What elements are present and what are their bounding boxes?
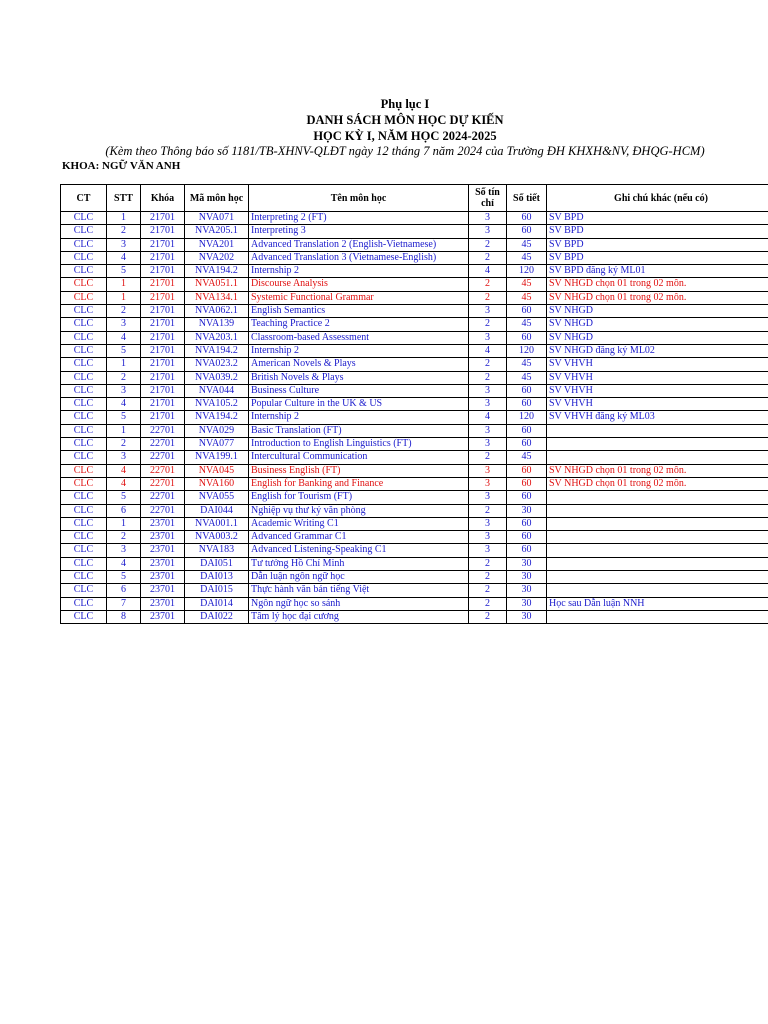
cell-khoa: 22701 (141, 491, 185, 504)
cell-stt: 5 (107, 491, 141, 504)
table-row (61, 251, 768, 264)
cell-khoa: 21701 (141, 265, 185, 278)
cell-ma: NVA194.2 (185, 344, 249, 357)
cell-tc: 3 (469, 531, 507, 544)
cell-ghichu: SV NHGD chọn 01 trong 02 môn. (547, 291, 768, 304)
cell-tc: 3 (469, 424, 507, 437)
cell-tc: 3 (469, 225, 507, 238)
cell-stt: 3 (107, 318, 141, 331)
cell-ten: Interpreting 2 (FT) (249, 212, 469, 225)
cell-tiet: 60 (507, 531, 547, 544)
table-row (61, 238, 768, 251)
cell-tiet: 45 (507, 291, 547, 304)
cell-ct: CLC (61, 504, 107, 517)
cell-ma: DAI044 (185, 504, 249, 517)
cell-khoa: 21701 (141, 305, 185, 318)
cell-tiet: 60 (507, 212, 547, 225)
cell-ten: Tâm lý học đại cương (249, 610, 469, 623)
cell-ghichu: SV NHGD chọn 01 trong 02 môn. (547, 464, 768, 477)
cell-ten: Tư tưởng Hồ Chí Minh (249, 557, 469, 570)
cell-ct: CLC (61, 344, 107, 357)
cell-ma: NVA044 (185, 384, 249, 397)
cell-ct: CLC (61, 305, 107, 318)
cell-ten: British Novels & Plays (249, 371, 469, 384)
table-row (61, 305, 768, 318)
cell-ct: CLC (61, 517, 107, 530)
cell-tc: 3 (469, 331, 507, 344)
cell-ct: CLC (61, 278, 107, 291)
table-row (61, 491, 768, 504)
cell-ct: CLC (61, 371, 107, 384)
cell-khoa: 21701 (141, 371, 185, 384)
cell-ghichu (547, 610, 768, 623)
table-row (61, 384, 768, 397)
table-row (61, 584, 768, 597)
cell-stt: 8 (107, 610, 141, 623)
cell-ghichu: SV NHGD (547, 305, 768, 318)
cell-khoa: 23701 (141, 571, 185, 584)
reference-note: (Kèm theo Thông báo số 1181/TB-XHNV-QLĐT ngày 12 tháng 7 năm 2024 của Trường ĐH KHXH&NV, ĐHQG-HCM) (105, 144, 705, 158)
cell-tiet: 45 (507, 371, 547, 384)
cell-tc: 2 (469, 504, 507, 517)
cell-ghichu (547, 504, 768, 517)
cell-ma: NVA062.1 (185, 305, 249, 318)
cell-ghichu (547, 517, 768, 530)
cell-tiet: 45 (507, 278, 547, 291)
cell-ghichu: SV NHGD chọn 01 trong 02 môn. (547, 278, 768, 291)
cell-khoa: 22701 (141, 504, 185, 517)
cell-ma: DAI051 (185, 557, 249, 570)
table-row (61, 597, 768, 610)
document-title: DANH SÁCH MÔN HỌC DỰ KIẾN (306, 113, 504, 127)
cell-khoa: 21701 (141, 238, 185, 251)
table-row (61, 531, 768, 544)
cell-tiet: 60 (507, 477, 547, 490)
cell-stt: 3 (107, 451, 141, 464)
cell-tiet: 60 (507, 517, 547, 530)
cell-ghichu (547, 424, 768, 437)
cell-tiet: 60 (507, 225, 547, 238)
cell-stt: 1 (107, 358, 141, 371)
cell-ma: NVA039.2 (185, 371, 249, 384)
faculty-label: KHOA: NGỮ VĂN ANH (62, 160, 181, 172)
cell-stt: 2 (107, 371, 141, 384)
cell-ghichu (547, 544, 768, 557)
cell-ct: CLC (61, 331, 107, 344)
cell-tc: 4 (469, 411, 507, 424)
cell-ghichu: SV VHVH đăng ký ML03 (547, 411, 768, 424)
cell-tc: 2 (469, 571, 507, 584)
table-row (61, 411, 768, 424)
cell-stt: 4 (107, 477, 141, 490)
cell-tc: 3 (469, 438, 507, 451)
cell-stt: 1 (107, 291, 141, 304)
cell-tc: 2 (469, 358, 507, 371)
cell-ma: NVA029 (185, 424, 249, 437)
cell-tiet: 30 (507, 504, 547, 517)
cell-ghichu (547, 491, 768, 504)
col-header-ct: CT (61, 185, 107, 212)
cell-stt: 3 (107, 384, 141, 397)
cell-khoa: 22701 (141, 477, 185, 490)
cell-ghichu: SV VHVH (547, 398, 768, 411)
semester-label: HỌC KỲ I, NĂM HỌC 2024-2025 (313, 129, 497, 143)
cell-ct: CLC (61, 464, 107, 477)
cell-khoa: 22701 (141, 438, 185, 451)
table-row (61, 358, 768, 371)
cell-ghichu (547, 451, 768, 464)
cell-khoa: 23701 (141, 597, 185, 610)
cell-tc: 2 (469, 371, 507, 384)
cell-tc: 2 (469, 238, 507, 251)
cell-ma: DAI014 (185, 597, 249, 610)
cell-ten: Introduction to English Linguistics (FT) (249, 438, 469, 451)
table-row (61, 438, 768, 451)
col-header-tinchi: Số tín chỉ (469, 185, 507, 212)
cell-stt: 1 (107, 517, 141, 530)
cell-khoa: 21701 (141, 291, 185, 304)
cell-ten: Business English (FT) (249, 464, 469, 477)
cell-ct: CLC (61, 318, 107, 331)
cell-ma: NVA160 (185, 477, 249, 490)
cell-ct: CLC (61, 491, 107, 504)
cell-stt: 3 (107, 238, 141, 251)
cell-tiet: 45 (507, 451, 547, 464)
table-row (61, 451, 768, 464)
cell-ghichu (547, 571, 768, 584)
col-header-khoa: Khóa (141, 185, 185, 212)
col-header-ten: Tên môn học (249, 185, 469, 212)
cell-khoa: 21701 (141, 225, 185, 238)
cell-stt: 2 (107, 305, 141, 318)
cell-ma: NVA001.1 (185, 517, 249, 530)
cell-stt: 2 (107, 225, 141, 238)
cell-ghichu: SV NHGD (547, 318, 768, 331)
cell-ct: CLC (61, 451, 107, 464)
cell-stt: 4 (107, 557, 141, 570)
cell-ten: Internship 2 (249, 411, 469, 424)
appendix-label: Phụ lục I (380, 97, 430, 111)
table-row (61, 291, 768, 304)
cell-tiet: 30 (507, 597, 547, 610)
table-row (61, 318, 768, 331)
table-row (61, 398, 768, 411)
cell-khoa: 21701 (141, 411, 185, 424)
cell-stt: 1 (107, 212, 141, 225)
cell-tc: 2 (469, 584, 507, 597)
cell-ghichu: SV NHGD đăng ký ML02 (547, 344, 768, 357)
cell-khoa: 23701 (141, 557, 185, 570)
cell-ct: CLC (61, 411, 107, 424)
cell-ct: CLC (61, 477, 107, 490)
cell-ma: NVA105.2 (185, 398, 249, 411)
cell-ghichu: Học sau Dẫn luận NNH (547, 597, 768, 610)
cell-tc: 2 (469, 291, 507, 304)
table-row (61, 424, 768, 437)
cell-tiet: 30 (507, 557, 547, 570)
cell-khoa: 23701 (141, 531, 185, 544)
table-row (61, 544, 768, 557)
cell-tiet: 60 (507, 305, 547, 318)
cell-khoa: 21701 (141, 398, 185, 411)
table-row (61, 464, 768, 477)
cell-ghichu (547, 531, 768, 544)
col-header-ghichu: Ghi chú khác (nếu có) (547, 185, 768, 212)
cell-tc: 3 (469, 384, 507, 397)
cell-ten: English for Tourism (FT) (249, 491, 469, 504)
cell-tiet: 45 (507, 358, 547, 371)
cell-ten: Business Culture (249, 384, 469, 397)
cell-stt: 5 (107, 344, 141, 357)
cell-tiet: 60 (507, 464, 547, 477)
cell-ten: Internship 2 (249, 344, 469, 357)
table-row (61, 571, 768, 584)
cell-ma: NVA139 (185, 318, 249, 331)
table-row (61, 225, 768, 238)
cell-khoa: 22701 (141, 451, 185, 464)
cell-ten: Advanced Translation 3 (Vietnamese-English) (249, 251, 469, 264)
cell-ghichu: SV VHVH (547, 358, 768, 371)
cell-ten: Classroom-based Assessment (249, 331, 469, 344)
table-row (61, 331, 768, 344)
cell-ten: Advanced Grammar C1 (249, 531, 469, 544)
table-row (61, 265, 768, 278)
cell-tiet: 45 (507, 251, 547, 264)
col-header-tiet: Số tiết (507, 185, 547, 212)
cell-ten: Advanced Listening-Speaking C1 (249, 544, 469, 557)
cell-tc: 3 (469, 544, 507, 557)
document-header (60, 96, 750, 159)
cell-khoa: 23701 (141, 517, 185, 530)
cell-ct: CLC (61, 610, 107, 623)
cell-tiet: 60 (507, 398, 547, 411)
cell-tiet: 60 (507, 331, 547, 344)
cell-tiet: 60 (507, 384, 547, 397)
cell-khoa: 21701 (141, 344, 185, 357)
cell-khoa: 21701 (141, 318, 185, 331)
cell-ten: Nghiệp vụ thư ký văn phòng (249, 504, 469, 517)
cell-stt: 5 (107, 411, 141, 424)
cell-ghichu: SV VHVH (547, 371, 768, 384)
table-body (61, 212, 768, 624)
cell-ghichu: SV NHGD (547, 331, 768, 344)
table-header-row (61, 185, 768, 212)
cell-tiet: 60 (507, 544, 547, 557)
table-row (61, 212, 768, 225)
cell-stt: 2 (107, 531, 141, 544)
cell-ghichu: SV BPD đăng ký ML01 (547, 265, 768, 278)
cell-stt: 4 (107, 398, 141, 411)
cell-tc: 3 (469, 477, 507, 490)
cell-khoa: 21701 (141, 251, 185, 264)
cell-tc: 3 (469, 305, 507, 318)
cell-ma: NVA203.1 (185, 331, 249, 344)
cell-ma: NVA201 (185, 238, 249, 251)
cell-ct: CLC (61, 384, 107, 397)
cell-tc: 2 (469, 557, 507, 570)
cell-ct: CLC (61, 544, 107, 557)
cell-ten: English for Banking and Finance (249, 477, 469, 490)
cell-ct: CLC (61, 291, 107, 304)
table-row (61, 504, 768, 517)
cell-stt: 4 (107, 331, 141, 344)
cell-ghichu: SV VHVH (547, 384, 768, 397)
cell-tiet: 120 (507, 344, 547, 357)
cell-ct: CLC (61, 225, 107, 238)
cell-ghichu (547, 557, 768, 570)
table-row (61, 557, 768, 570)
cell-khoa: 21701 (141, 278, 185, 291)
cell-ct: CLC (61, 597, 107, 610)
cell-ghichu: SV BPD (547, 225, 768, 238)
cell-stt: 4 (107, 251, 141, 264)
cell-tc: 2 (469, 278, 507, 291)
cell-tiet: 60 (507, 491, 547, 504)
cell-ghichu: SV BPD (547, 251, 768, 264)
cell-khoa: 22701 (141, 424, 185, 437)
cell-ten: English Semantics (249, 305, 469, 318)
cell-khoa: 23701 (141, 544, 185, 557)
cell-ma: NVA051.1 (185, 278, 249, 291)
cell-khoa: 21701 (141, 212, 185, 225)
cell-tiet: 45 (507, 238, 547, 251)
cell-ten: Intercultural Communication (249, 451, 469, 464)
cell-ct: CLC (61, 438, 107, 451)
cell-khoa: 21701 (141, 384, 185, 397)
cell-tc: 2 (469, 610, 507, 623)
cell-ten: Discourse Analysis (249, 278, 469, 291)
cell-ghichu: SV BPD (547, 212, 768, 225)
cell-stt: 5 (107, 571, 141, 584)
cell-ten: Dẫn luận ngôn ngữ học (249, 571, 469, 584)
cell-ten: Thực hành văn bản tiếng Việt (249, 584, 469, 597)
course-table (60, 184, 768, 624)
cell-ct: CLC (61, 358, 107, 371)
cell-ghichu: SV BPD (547, 238, 768, 251)
cell-khoa: 21701 (141, 358, 185, 371)
cell-ten: Interpreting 3 (249, 225, 469, 238)
cell-stt: 7 (107, 597, 141, 610)
cell-ma: NVA077 (185, 438, 249, 451)
cell-ct: CLC (61, 571, 107, 584)
cell-tc: 3 (469, 491, 507, 504)
cell-tc: 2 (469, 251, 507, 264)
cell-ghichu (547, 584, 768, 597)
cell-tc: 2 (469, 451, 507, 464)
cell-tc: 2 (469, 318, 507, 331)
cell-tiet: 120 (507, 411, 547, 424)
cell-tiet: 30 (507, 584, 547, 597)
col-header-ma: Mã môn học (185, 185, 249, 212)
cell-ct: CLC (61, 398, 107, 411)
table-row (61, 517, 768, 530)
cell-stt: 6 (107, 504, 141, 517)
cell-khoa: 21701 (141, 331, 185, 344)
cell-ten: Basic Translation (FT) (249, 424, 469, 437)
cell-ghichu (547, 438, 768, 451)
cell-ma: NVA183 (185, 544, 249, 557)
cell-ma: NVA134.1 (185, 291, 249, 304)
cell-tiet: 60 (507, 438, 547, 451)
cell-ma: NVA023.2 (185, 358, 249, 371)
cell-tc: 4 (469, 265, 507, 278)
cell-ten: Ngôn ngữ học so sánh (249, 597, 469, 610)
cell-tc: 4 (469, 344, 507, 357)
cell-ten: American Novels & Plays (249, 358, 469, 371)
cell-ma: NVA045 (185, 464, 249, 477)
cell-stt: 1 (107, 278, 141, 291)
cell-tiet: 30 (507, 571, 547, 584)
cell-ma: DAI013 (185, 571, 249, 584)
cell-ct: CLC (61, 557, 107, 570)
cell-ct: CLC (61, 531, 107, 544)
cell-stt: 6 (107, 584, 141, 597)
cell-tiet: 30 (507, 610, 547, 623)
cell-ma: DAI022 (185, 610, 249, 623)
cell-ct: CLC (61, 251, 107, 264)
cell-ten: Internship 2 (249, 265, 469, 278)
table-row (61, 344, 768, 357)
cell-tiet: 120 (507, 265, 547, 278)
cell-ct: CLC (61, 424, 107, 437)
cell-tiet: 45 (507, 318, 547, 331)
cell-khoa: 22701 (141, 464, 185, 477)
cell-ten: Academic Writing C1 (249, 517, 469, 530)
cell-ct: CLC (61, 212, 107, 225)
cell-stt: 5 (107, 265, 141, 278)
cell-ten: Systemic Functional Grammar (249, 291, 469, 304)
cell-ma: NVA003.2 (185, 531, 249, 544)
table-row (61, 371, 768, 384)
table-row (61, 278, 768, 291)
cell-ma: NVA205.1 (185, 225, 249, 238)
cell-tc: 3 (469, 212, 507, 225)
cell-tc: 3 (469, 517, 507, 530)
cell-ma: NVA199.1 (185, 451, 249, 464)
cell-ma: NVA071 (185, 212, 249, 225)
cell-ten: Advanced Translation 2 (English-Vietnamese) (249, 238, 469, 251)
cell-ct: CLC (61, 265, 107, 278)
table-row (61, 610, 768, 623)
cell-ma: NVA202 (185, 251, 249, 264)
cell-stt: 4 (107, 464, 141, 477)
cell-tiet: 60 (507, 424, 547, 437)
cell-ghichu: SV NHGD chọn 01 trong 02 môn. (547, 477, 768, 490)
cell-khoa: 23701 (141, 610, 185, 623)
cell-tc: 3 (469, 464, 507, 477)
cell-tc: 3 (469, 398, 507, 411)
cell-stt: 2 (107, 438, 141, 451)
cell-ma: NVA194.2 (185, 265, 249, 278)
cell-ten: Popular Culture in the UK & US (249, 398, 469, 411)
col-header-stt: STT (107, 185, 141, 212)
cell-stt: 1 (107, 424, 141, 437)
cell-ct: CLC (61, 584, 107, 597)
cell-ma: DAI015 (185, 584, 249, 597)
cell-ct: CLC (61, 238, 107, 251)
cell-khoa: 23701 (141, 584, 185, 597)
cell-tc: 2 (469, 597, 507, 610)
cell-ma: NVA055 (185, 491, 249, 504)
table-row (61, 477, 768, 490)
cell-stt: 3 (107, 544, 141, 557)
cell-ma: NVA194.2 (185, 411, 249, 424)
cell-ten: Teaching Practice 2 (249, 318, 469, 331)
